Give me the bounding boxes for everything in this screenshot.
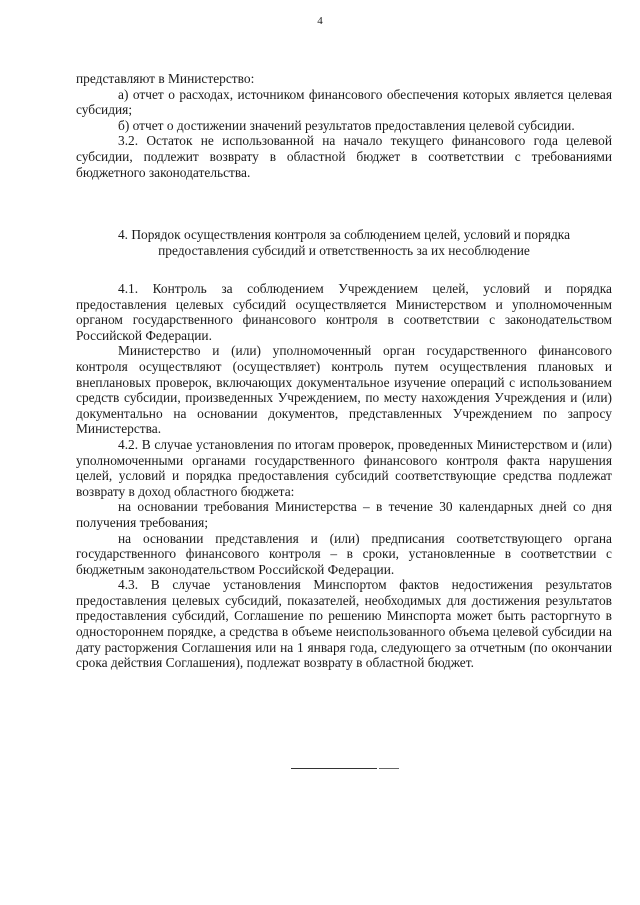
closing-rule <box>291 768 377 769</box>
paragraph: 4.3. В случае установления Минспортом фактов недостижения результатов предоставления целевых субсидий, показателей, необходимых для достижения результатов предоставления субсидий, Соглашение по решению Минспорта может быть расторгнуто в одностороннем порядке, а средства в объеме неиспользованного объема целевой субсидии на дату расторжения Соглашения или на 1 января года, следующего за отчетным (по окончании срока действия Соглашения), подлежат возврату в областной бюджет. <box>76 577 612 671</box>
closing-rule-tail <box>379 768 399 769</box>
section-heading-line: 4. Порядок осуществления контроля за соблюдением целей, условий и порядка <box>117 227 571 242</box>
paragraph: а) отчет о расходах, источником финансового обеспечения которых является целевая субсидия; <box>76 86 612 118</box>
paragraph: б) отчет о достижении значений результатов предоставления целевой субсидии. <box>118 117 575 133</box>
page-number: 4 <box>317 15 323 27</box>
paragraph: 3.2. Остаток не использованной на начало текущего финансового года целевой субсидии, подлежит возврату в областной бюджет в соответствии с требованиями бюджетного законодательства. <box>76 133 612 180</box>
intro-block <box>76 71 612 180</box>
section-heading-line: предоставления субсидий и ответственность за их несоблюдение <box>158 242 530 258</box>
paragraph: Министерство и (или) уполномоченный орган государственного финансового контроля осуществляют (осуществляет) контроль путем осуществления плановых и внеплановых проверок, включающих документальное изучение операций с использованием средств субсидии, произведенных Учреждением, по месту нахождения Учреждения и (или) документально на основании документов, представленных Учреждением по запросу Министерства. <box>76 343 612 437</box>
paragraph: на основании представления и (или) предписания соответствующего органа государственного финансового контроля – в сроки, установленные в соответствии с бюджетным законодательством Российской Федерации. <box>76 530 612 577</box>
paragraph: на основании требования Министерства – в течение 30 календарных дней со дня получения требования; <box>76 499 612 530</box>
paragraph: представляют в Министерство: <box>76 71 255 86</box>
section-heading <box>76 227 612 258</box>
section-body <box>76 281 612 671</box>
paragraph: 4.1. Контроль за соблюдением Учреждением целей, условий и порядка предоставления целевых субсидий осуществляется Министерством и уполномоченным органом государственного финансового контроля в соответствии с законодательством Российской Федерации. <box>76 281 612 343</box>
paragraph: 4.2. В случае установления по итогам проверок, проведенных Министерством и (или) уполномоченными органами государственного финансового контроля факта нарушения целей, условий и порядка предоставления субсидий соответствующие средства подлежат возврату в доход областного бюджета: <box>76 436 612 499</box>
